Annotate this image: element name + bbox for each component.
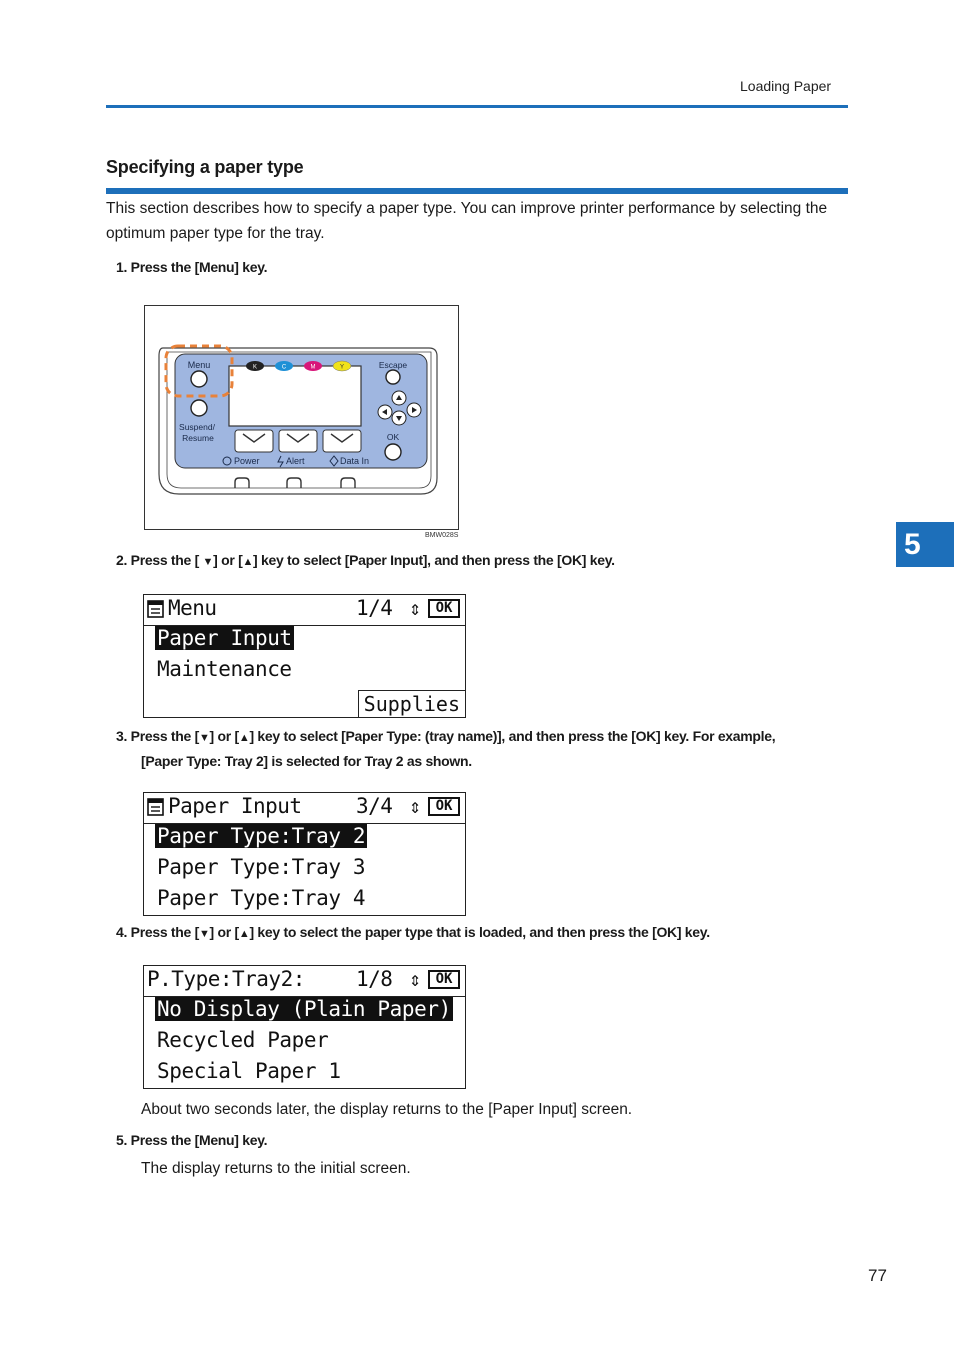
svg-text:C: C <box>281 364 287 371</box>
header-rule <box>106 105 848 108</box>
svg-text:M: M <box>310 364 316 371</box>
suspend-resume-button[interactable] <box>191 400 207 416</box>
section-title: Specifying a paper type <box>106 157 304 177</box>
svg-text:Alert: Alert <box>286 456 305 466</box>
figure-caption: BMW028S <box>425 532 459 539</box>
screen-title: P.Type:Tray2: <box>147 967 305 991</box>
up-down-icon: ⇕ <box>409 596 422 620</box>
svg-text:Y: Y <box>339 364 345 371</box>
control-panel-illustration <box>145 306 458 529</box>
svg-text:Power: Power <box>234 456 260 466</box>
page-indicator: 1/8 <box>356 967 393 991</box>
svg-text:Resume: Resume <box>182 433 214 443</box>
svg-text:Data In: Data In <box>340 456 370 466</box>
ok-softkey[interactable]: OK <box>428 599 460 618</box>
step-1: 1. Press the [Menu] key. <box>116 259 268 275</box>
menu-label: Menu <box>187 360 211 370</box>
page-indicator: 3/4 <box>356 794 393 818</box>
down-arrow-icon: ▼ <box>198 928 210 940</box>
up-down-icon: ⇕ <box>409 794 422 818</box>
screen-title: Paper Input <box>168 794 302 818</box>
svg-text:Escape: Escape <box>378 360 408 370</box>
step-3: 3. Press the [▼] or [▲] key to select [Paper Type: (tray name)], and then press the [OK] key. For example, <box>116 728 776 744</box>
step-4: 4. Press the [▼] or [▲] key to select the paper type that is loaded, and then press the [OK] key. <box>116 924 710 940</box>
up-arrow-icon: ▲ <box>242 556 254 568</box>
down-arrow-icon: ▼ <box>198 732 210 744</box>
menu-item-selected[interactable]: Paper Type:Tray 2 <box>157 824 366 848</box>
escape-button[interactable] <box>386 370 400 384</box>
chapter-tab: 5 <box>896 522 954 567</box>
svg-text:OK: OK <box>386 432 400 442</box>
up-arrow-icon: ▲ <box>238 732 250 744</box>
step-3-continued: [Paper Type: Tray 2] is selected for Tray 2 as shown. <box>141 753 472 769</box>
lcd-screen-paper-type <box>143 965 466 1089</box>
menu-button[interactable] <box>191 371 207 387</box>
svg-text:Suspend/: Suspend/ <box>179 422 215 432</box>
lcd-screen-menu <box>143 594 466 718</box>
menu-item[interactable]: Maintenance <box>157 657 292 681</box>
supplies-softkey[interactable]: Supplies <box>358 690 465 717</box>
running-header: Loading Paper <box>740 78 832 94</box>
control-panel-figure <box>144 305 459 530</box>
menu-item-selected[interactable]: Paper Input <box>157 626 292 650</box>
page-indicator: 1/4 <box>356 596 393 620</box>
ok-softkey[interactable]: OK <box>428 970 460 989</box>
menu-item[interactable]: Paper Type:Tray 3 <box>157 855 366 879</box>
menu-list-icon <box>147 798 164 816</box>
intro-paragraph: This section describes how to specify a paper type. You can improve printer performance by selecting the optimum paper type for the tray. <box>106 200 828 242</box>
menu-list-icon <box>147 600 164 618</box>
step-2: 2. Press the [ ▼] or [▲] key to select [Paper Input], and then press the [OK] key. <box>116 552 615 568</box>
screen-title: Menu <box>168 596 217 620</box>
menu-item[interactable]: Paper Type:Tray 4 <box>157 886 366 910</box>
ok-button[interactable] <box>385 444 401 460</box>
note-after-step-4: About two seconds later, the display returns to the [Paper Input] screen. <box>141 1101 633 1118</box>
menu-item-selected[interactable]: No Display (Plain Paper) <box>157 997 451 1021</box>
lcd-screen-paper-input <box>143 792 466 916</box>
menu-item[interactable]: Special Paper 1 <box>157 1059 341 1083</box>
step-5: 5. Press the [Menu] key. <box>116 1132 268 1148</box>
page-number: 77 <box>868 1266 887 1285</box>
menu-item[interactable]: Recycled Paper <box>157 1028 329 1052</box>
up-down-icon: ⇕ <box>409 967 422 991</box>
note-after-step-5: The display returns to the initial screen. <box>141 1160 411 1177</box>
section-rule <box>106 188 848 194</box>
down-arrow-icon: ▼ <box>202 556 214 568</box>
ok-softkey[interactable]: OK <box>428 797 460 816</box>
svg-text:K: K <box>252 364 258 371</box>
up-arrow-icon: ▲ <box>238 928 250 940</box>
